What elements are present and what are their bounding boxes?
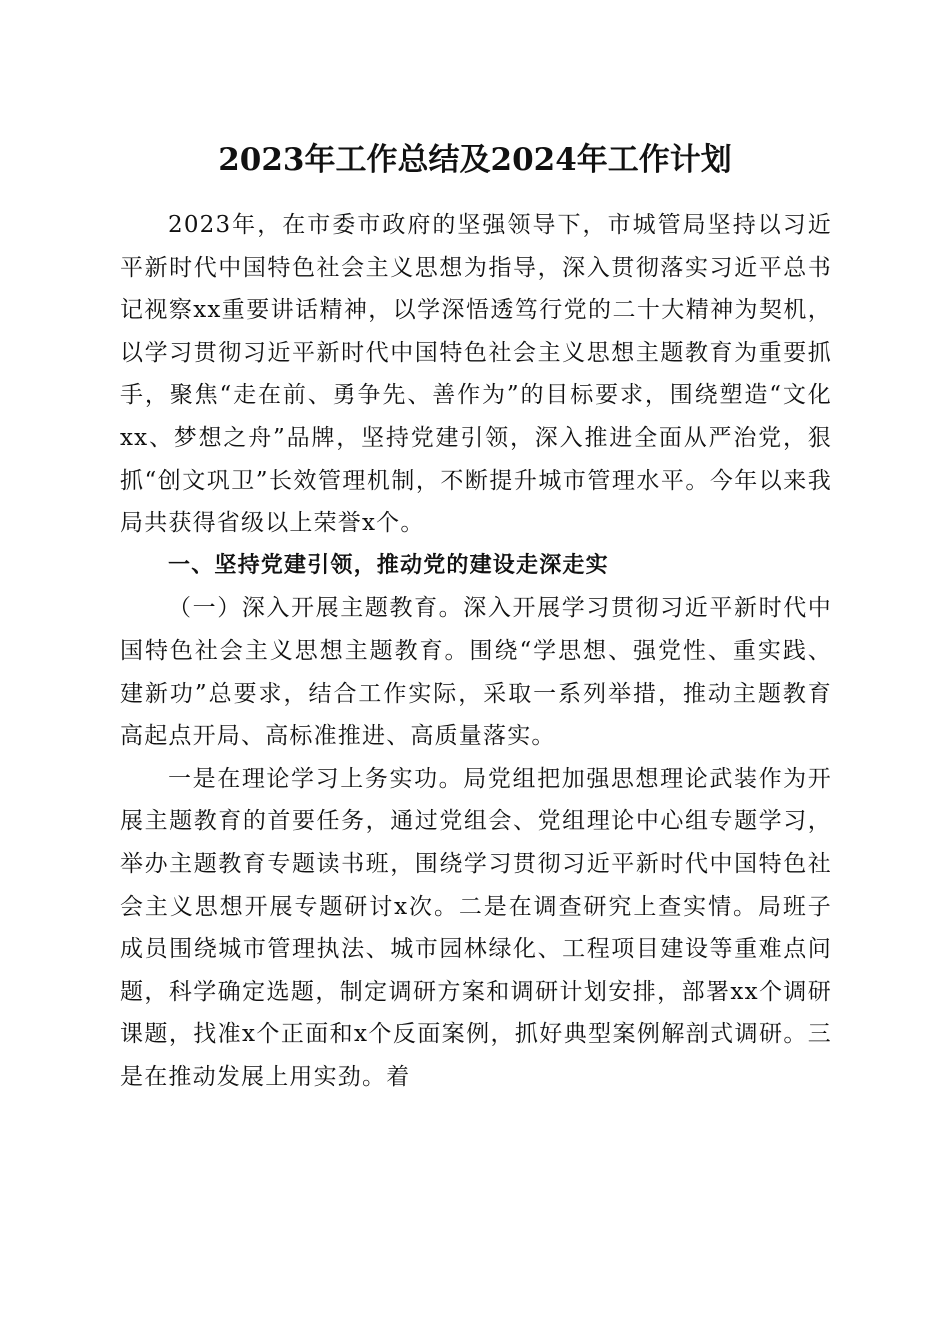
intro-paragraph: 2023年，在市委市政府的坚强领导下，市城管局坚持以习近平新时代中国特色社会主义思想为指导，深入贯彻落实习近平总书记视察xx重要讲话精神，以学深悟透笃行党的二十大精神为契机，以学习贯彻习近平新时代中国特色社会主义思想主题教育为重要抓手，聚焦“走在前、勇争先、善作为”的目标要求，围绕塑造“文化xx、梦想之舟”品牌，坚持党建引领，深入推进全面从严治党，狠抓“创文巩卫”长效管理机制，不断提升城市管理水平。今年以来我局共获得省级以上荣誉x个。 xyxy=(120,212,832,537)
document-title: 2023年工作总结及2024年工作计划 xyxy=(218,142,732,178)
body-paragraph: 一是在理论学习上务实功。局党组把加强思想理论武装作为开展主题教育的首要任务，通过党组会、党组理论中心组专题学习，举办主题教育专题读书班，围绕学习贯彻习近平新时代中国特色社会主义思想开展专题研讨x次。二是在调查研究上查实情。局班子成员围绕城市管理执法、城市园林绿化、工程项目建设等重难点问题，科学确定选题，制定调研方案和调研计划安排，部署xx个调研课题，找准x个正面和x个反面案例，抓好典型案例解剖式调研。三是在推动发展上用实劲。着 xyxy=(120,765,832,1090)
section-heading: 一、坚持党建引领，推动党的建设走深走实 xyxy=(168,552,609,578)
subsection-paragraph xyxy=(120,587,832,757)
document-body xyxy=(120,204,832,1098)
subsection-body: 深入开展学习贯彻习近平新时代中国特色社会主义思想主题教育。围绕“学思想、强党性、重实践、建新功”总要求，结合工作实际，采取一系列举措，推动主题教育高起点开局、高标准推进、高质量落实。 xyxy=(120,595,833,750)
subsection-title: （一）深入开展主题教育。 xyxy=(168,595,464,622)
